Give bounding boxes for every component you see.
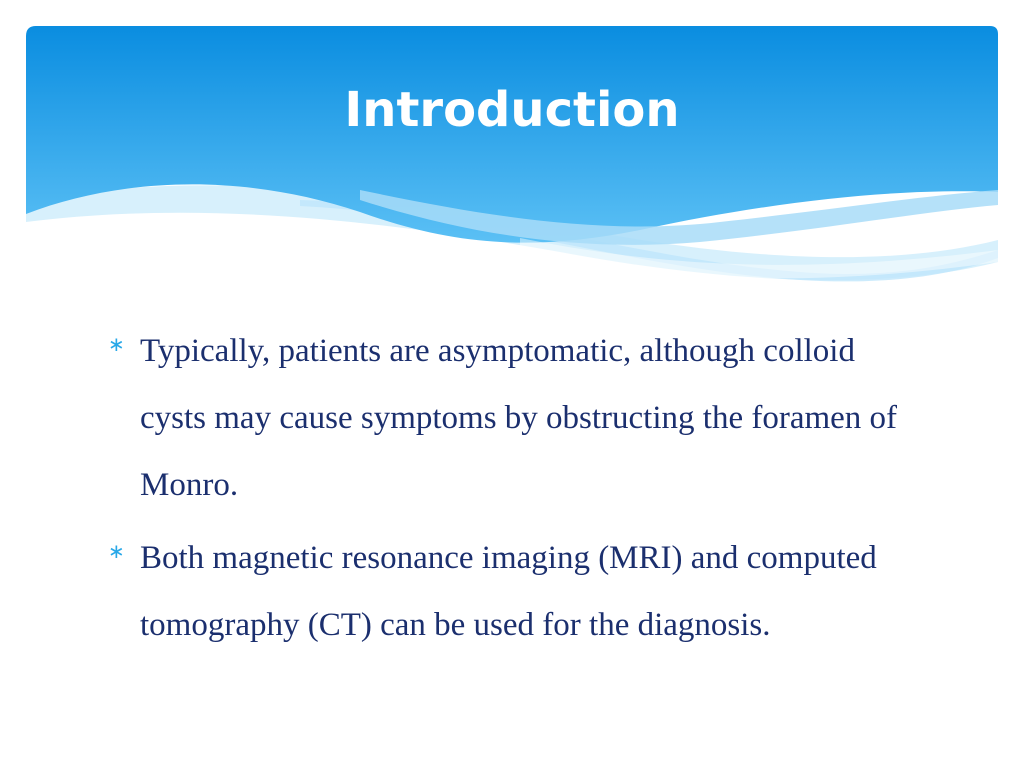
bullet-item-2 <box>104 525 924 659</box>
header-banner <box>0 0 1024 300</box>
wave-background <box>0 0 1024 300</box>
bullet-text: Typically, patients are asymptomatic, although colloid cysts may cause symptoms by obstructing the foramen of Monro. <box>140 333 898 503</box>
bullet-text: Both magnetic resonance imaging (MRI) and computed tomography (CT) can be used for the diagnosis. <box>140 540 877 643</box>
bullet-item-1 <box>104 318 924 519</box>
slide-title: Introduction <box>344 82 680 138</box>
bullet-list <box>104 318 924 665</box>
asterisk-bullet-icon: ∗ <box>108 539 125 563</box>
asterisk-bullet-icon: ∗ <box>108 332 125 356</box>
